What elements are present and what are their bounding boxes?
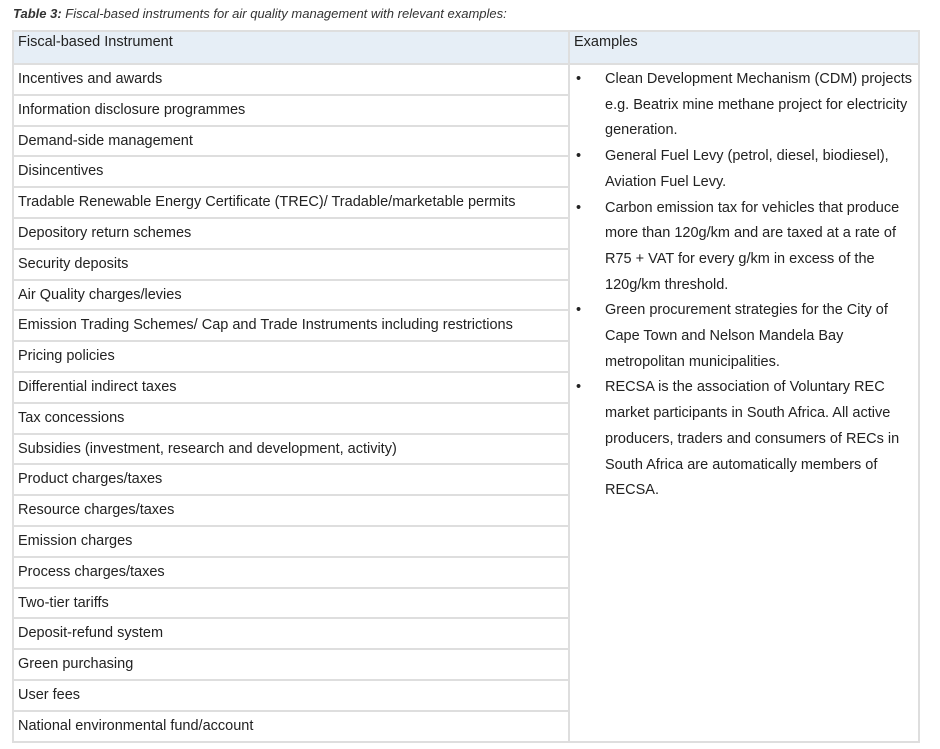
caption-text: Fiscal-based instruments for air quality management with relevant examples: [61,6,507,21]
instrument-cell: Emission Trading Schemes/ Cap and Trade Instruments including restrictions [13,310,569,341]
example-item: • Green procurement strategies for the City of Cape Town and Nelson Mandela Bay metropolitan municipalities. [574,298,914,375]
instrument-cell: Process charges/taxes [13,557,569,588]
instrument-cell: Pricing policies [13,341,569,372]
instrument-cell: National environmental fund/account [13,711,569,742]
instrument-cell: Depository return schemes [13,218,569,249]
instrument-cell: Demand-side management [13,126,569,157]
fiscal-instruments-table [12,30,920,743]
example-item: • Clean Development Mechanism (CDM) projects e.g. Beatrix mine methane project for electricity generation. [574,67,914,144]
header-examples: Examples [569,31,919,64]
header-row [13,31,919,64]
instrument-cell: Resource charges/taxes [13,495,569,526]
instrument-cell: Two-tier tariffs [13,588,569,619]
instrument-cell: Green purchasing [13,649,569,680]
table-caption [13,6,507,21]
instrument-cell: Air Quality charges/levies [13,280,569,311]
header-instrument: Fiscal-based Instrument [13,31,569,64]
instrument-cell: Differential indirect taxes [13,372,569,403]
instrument-cell: Disincentives [13,156,569,187]
example-item: • RECSA is the association of Voluntary REC market participants in South Africa. All active producers, traders and consumers of RECs in South Africa are automatically members of RECSA. [574,375,914,504]
instrument-cell: Deposit-refund system [13,618,569,649]
instrument-cell: Subsidies (investment, research and development, activity) [13,434,569,465]
examples-list [574,67,914,504]
instrument-cell: Incentives and awards [13,64,569,95]
example-item: • General Fuel Levy (petrol, diesel, biodiesel), Aviation Fuel Levy. [574,144,914,195]
caption-label: Table 3: [13,6,62,21]
instrument-cell: Tax concessions [13,403,569,434]
instrument-cell: Information disclosure programmes [13,95,569,126]
instrument-cell: User fees [13,680,569,711]
instrument-cell: Tradable Renewable Energy Certificate (TREC)/ Tradable/marketable permits [13,187,569,218]
instrument-cell: Product charges/taxes [13,464,569,495]
instrument-cell: Emission charges [13,526,569,557]
instrument-cell: Security deposits [13,249,569,280]
example-item: • Carbon emission tax for vehicles that produce more than 120g/km and are taxed at a rate of R75 + VAT for every g/km in excess of the 120g/km threshold. [574,196,914,299]
table-row [13,64,919,95]
examples-cell [569,64,919,742]
